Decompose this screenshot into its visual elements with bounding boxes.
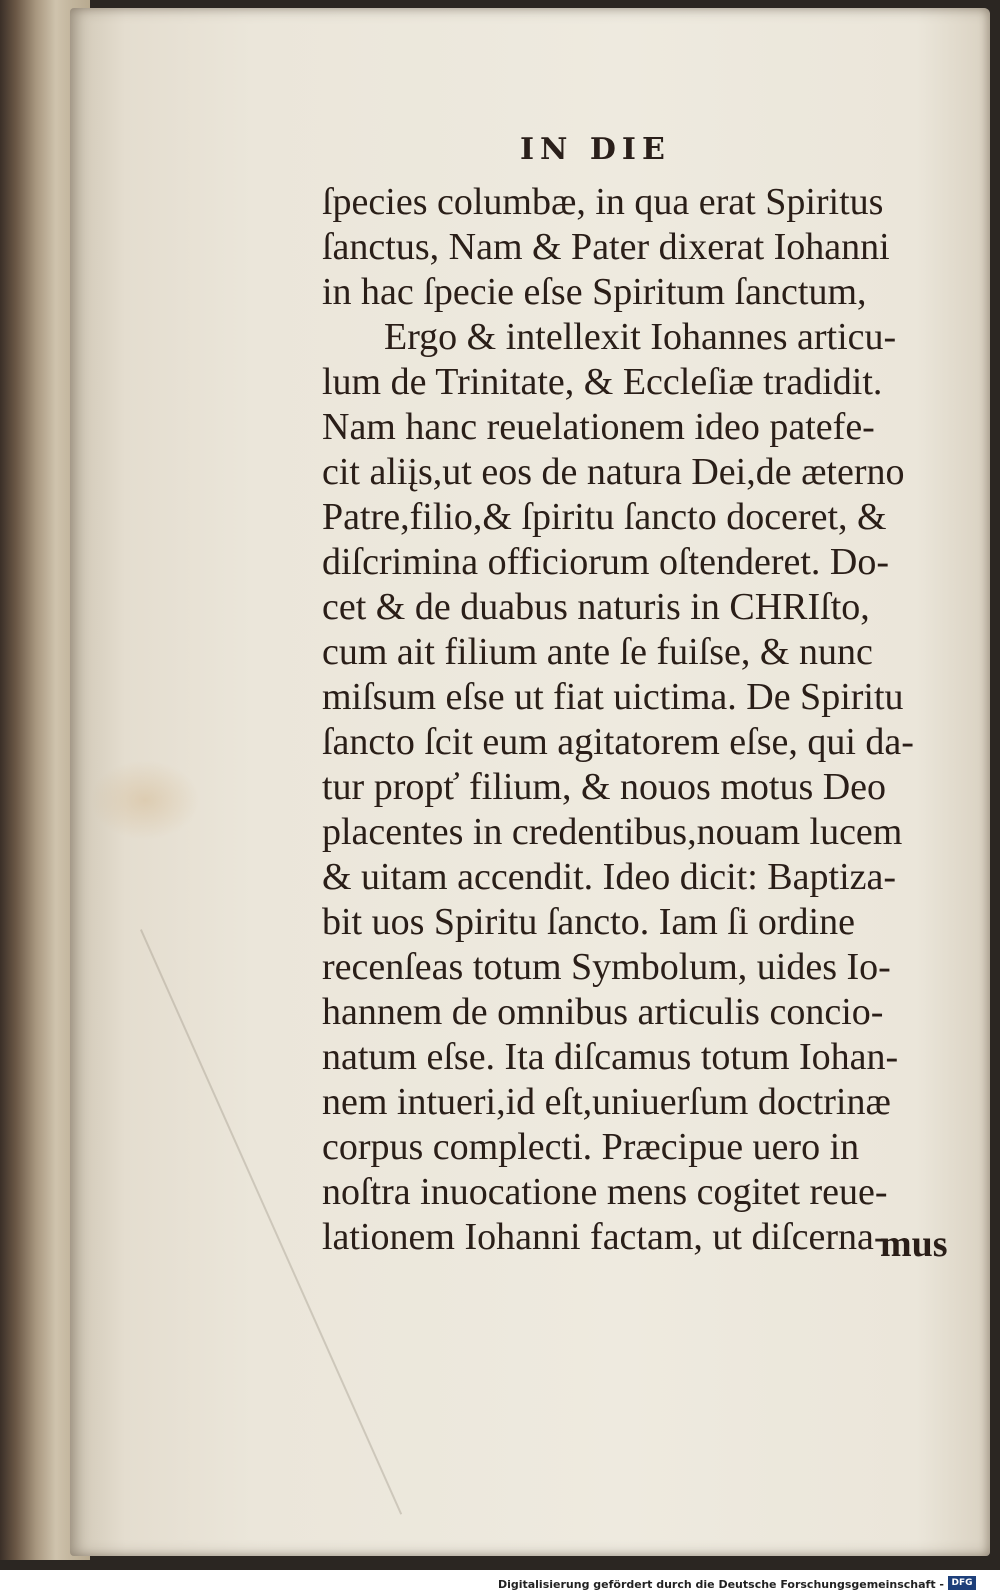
running-head: IN DIE (520, 132, 671, 167)
text-line: & uitam accendit. Ideo dicit: Baptiza- (322, 856, 897, 898)
text-line: Ergo & intellexit Iohannes articu- (384, 316, 897, 358)
page-stain (90, 760, 200, 840)
text-line: ſancto ſcit eum agitatorem eſse, qui da- (322, 721, 914, 763)
text-line: lum de Trinitate, & Eccleſiæ tradidit. (322, 361, 883, 403)
dfg-logo-icon: DFG (948, 1576, 976, 1590)
text-line: placentes in credentibus,nouam lucem (322, 811, 903, 853)
text-line: cit aliįs,ut eos de natura Dei,de æterno (322, 451, 905, 493)
text-line: nem intueri,id eſt,uniuerſum doctrinæ (322, 1081, 891, 1123)
text-line: cum ait filium ante ſe fuiſse, & nunc (322, 631, 873, 673)
text-line: in hac ſpecie eſse Spiritum ſanctum, (322, 271, 867, 313)
text-line: natum eſse. Ita diſcamus totum Iohan- (322, 1036, 899, 1078)
text-block (322, 180, 978, 1260)
text-line: Nam hanc reuelationem ideo patefe- (322, 406, 875, 448)
text-line: bit uos Spiritu ſancto. Iam ſi ordine (322, 901, 855, 943)
text-line: noſtra inuocatione mens cogitet reue- (322, 1171, 888, 1213)
text-line: hannem de omnibus articulis concio- (322, 991, 884, 1033)
text-line: ſpecies columbæ, in qua erat Spiritus (322, 181, 884, 223)
text-line: miſsum eſse ut fiat uictima. De Spiritu (322, 676, 904, 718)
text-line: ſanctus, Nam & Pater dixerat Iohanni (322, 226, 890, 268)
text-line: lationem Iohanni factam, ut diſcerna- (322, 1216, 887, 1258)
text-line: corpus complecti. Præcipue uero in (322, 1126, 860, 1168)
footer-credit: Digitalisierung gefördert durch die Deutsche Forschungsgemeinschaft - (497, 1578, 944, 1591)
text-line: cet & de duabus naturis in CHRIſto, (322, 586, 870, 628)
text-line: tur propť filium, & nouos motus Deo (322, 766, 887, 808)
text-line: Patre,filio,& ſpiritu ſancto doceret, & (322, 496, 887, 538)
catchword: mus (880, 1223, 948, 1265)
text-line: diſcrimina officiorum oſtenderet. Do- (322, 541, 890, 583)
text-line: recenſeas totum Symbolum, uides Io- (322, 946, 891, 988)
